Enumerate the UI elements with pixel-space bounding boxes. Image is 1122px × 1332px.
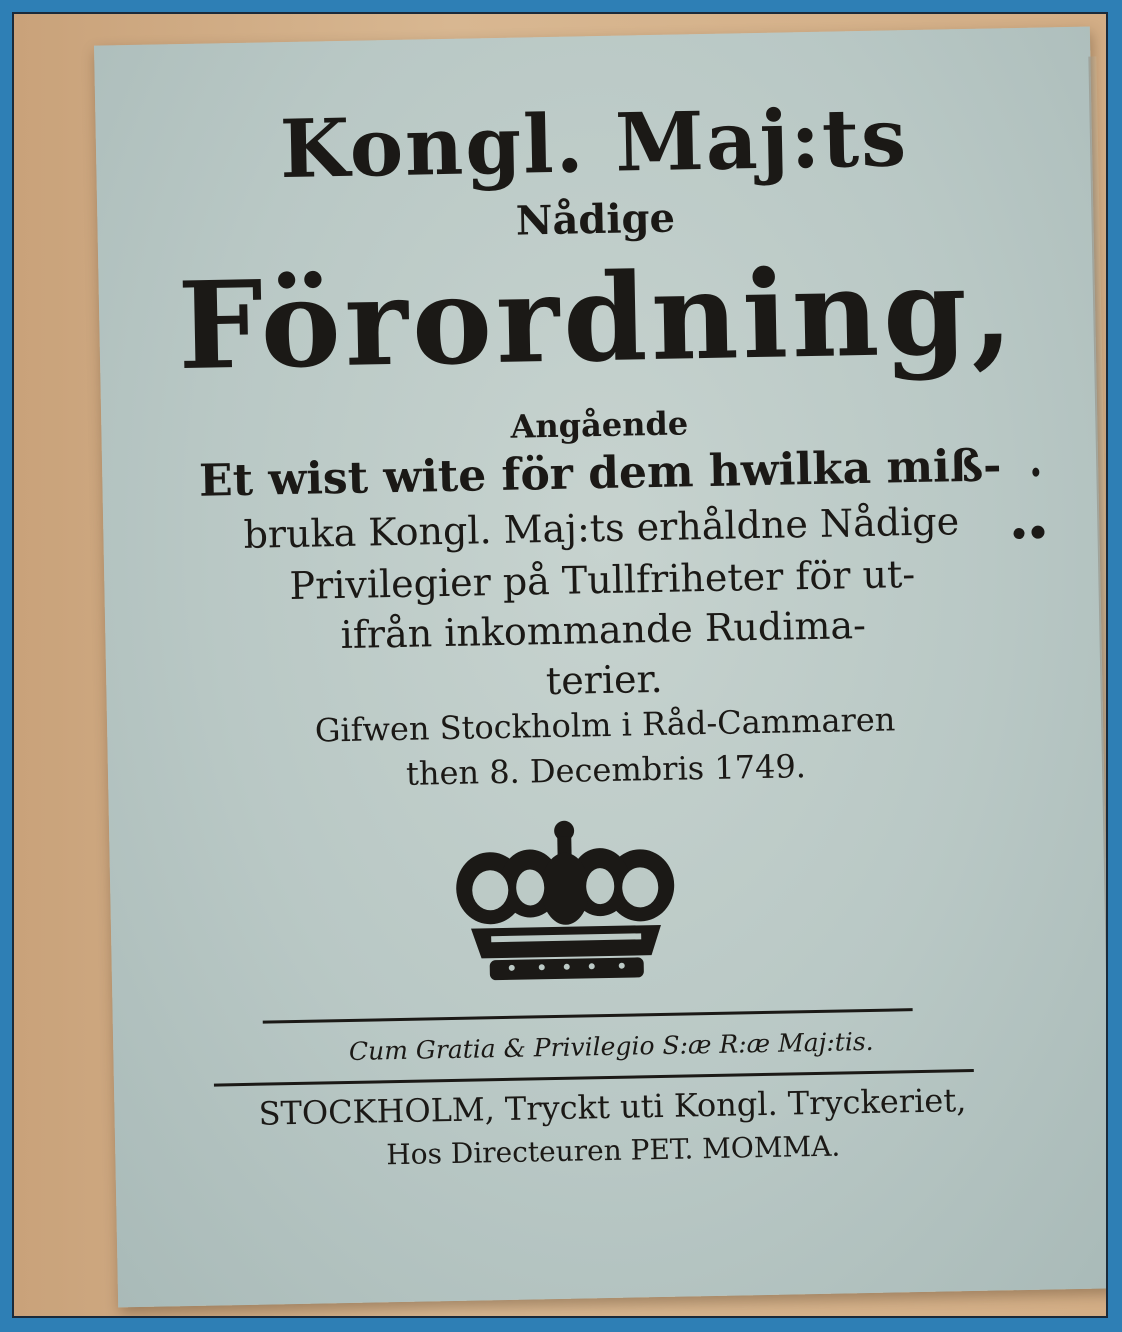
- subject-line-4: ifrån inkommande Rudima-: [340, 602, 867, 658]
- privilege-line: Cum Gratia & Privilegio S:æ R:æ Maj:tis.: [348, 1026, 874, 1066]
- imprint-line-2: Hos Directeuren PET. MOMMA.: [385, 1129, 841, 1172]
- document-sheet: [94, 27, 1108, 1308]
- subject-line-2: bruka Kongl. Maj:ts erhåldne Nådige: [243, 499, 960, 557]
- subject-line-5: terier.: [545, 656, 663, 704]
- title-line-1: Kongl. Maj:ts: [279, 90, 909, 197]
- upper-rule: [263, 1008, 913, 1023]
- imprint-line-1: STOCKHOLM, Tryckt uti Kongl. Tryckeriet,: [258, 1081, 967, 1133]
- subject-intro: Angående: [510, 404, 689, 446]
- ink-spot: [1032, 468, 1039, 477]
- crown-icon: [449, 815, 682, 989]
- subject-line-1: Et wist wite för dem hwilka miß-: [198, 440, 1002, 507]
- title-line-2: Nådige: [515, 194, 676, 245]
- photo-frame: [12, 12, 1108, 1318]
- subject-line-3: Privilegier på Tullfriheter för ut-: [289, 552, 916, 609]
- given-line-2: then 8. Decembris 1749.: [405, 747, 807, 793]
- given-line-1: Gifwen Stockholm i Råd-Cammaren: [314, 700, 896, 750]
- title-line-3: Förordning,: [176, 240, 1018, 398]
